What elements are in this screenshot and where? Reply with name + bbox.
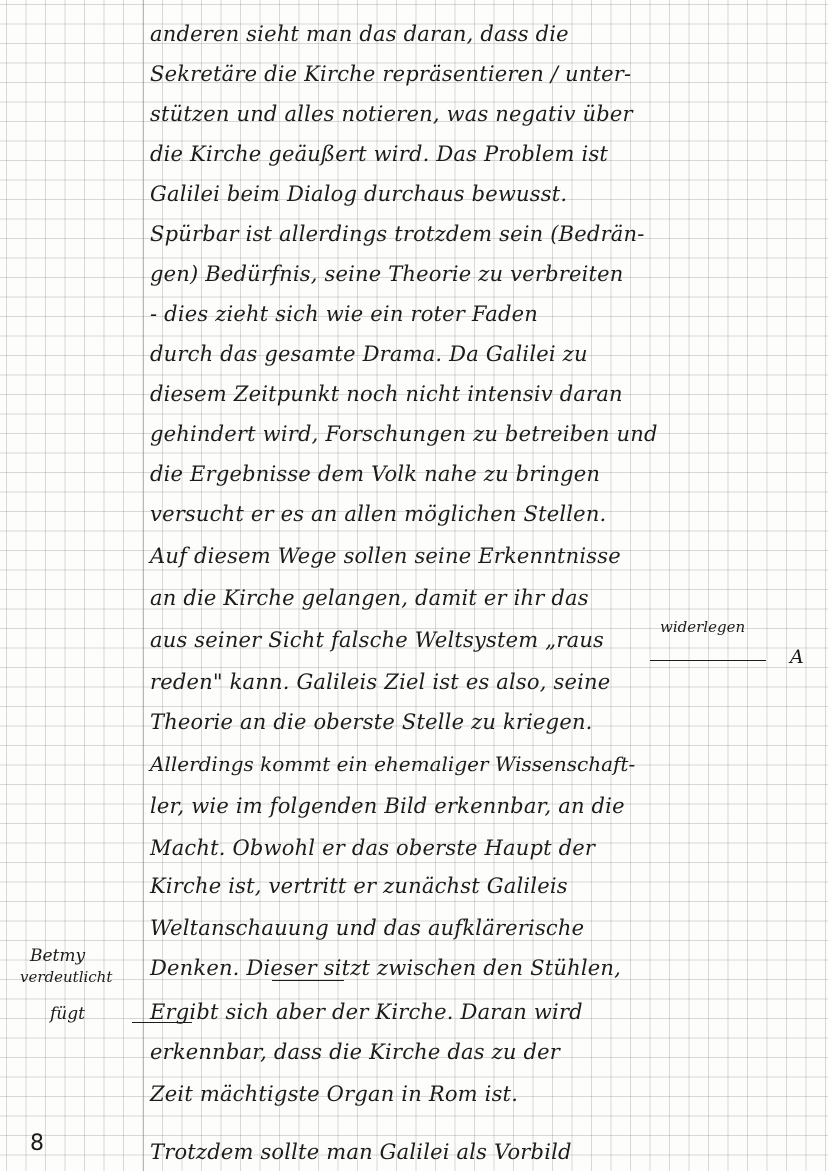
margin-note-left: fügt (50, 1004, 85, 1024)
text-line: Galilei beim Dialog durchaus bewusst. (150, 182, 568, 206)
text-line: anderen sieht man das daran, dass die (150, 22, 569, 46)
text-line: durch das gesamte Drama. Da Galilei zu (150, 342, 588, 366)
page-number: 8 (30, 1131, 44, 1156)
text-line: Sekretäre die Kirche repräsentieren / unter- (150, 62, 632, 86)
text-line: an die Kirche gelangen, damit er ihr das (150, 586, 589, 610)
text-line: Trotzdem sollte man Galilei als Vorbild (150, 1140, 572, 1164)
text-line: diesem Zeitpunkt noch nicht intensiv daran (150, 382, 623, 406)
word-underline (272, 980, 344, 981)
text-line: reden" kann. Galileis Ziel ist es also, seine (150, 670, 611, 694)
text-line: Spürbar ist allerdings trotzdem sein (Bedrän- (150, 222, 645, 246)
text-line: Allerdings kommt ein ehemaliger Wissenschaft- (150, 752, 636, 776)
text-line: die Kirche geäußert wird. Das Problem ist (150, 142, 609, 166)
text-line: versucht er es an allen möglichen Stellen. (150, 502, 607, 526)
text-line: Macht. Obwohl er das oberste Haupt der (150, 836, 596, 860)
text-line: stützen und alles notieren, was negativ über (150, 102, 633, 126)
text-line: Denken. Dieser sitzt zwischen den Stühlen, (150, 956, 621, 980)
text-line: gen) Bedürfnis, seine Theorie zu verbreiten (150, 262, 624, 286)
text-line: Theorie an die oberste Stelle zu kriegen. (150, 710, 593, 734)
text-line: Ergibt sich aber der Kirche. Daran wird (150, 1000, 583, 1024)
text-line: Weltanschauung und das aufklärerische (150, 916, 585, 940)
text-line: Zeit mächtigste Organ in Rom ist. (150, 1082, 519, 1106)
text-line: ler, wie im folgenden Bild erkennbar, an die (150, 794, 625, 818)
text-line: Kirche ist, vertritt er zunächst Galileis (150, 874, 568, 898)
correction-insert: widerlegen (660, 618, 746, 636)
word-underline (132, 1022, 192, 1023)
margin-note-left: Betmy (30, 946, 86, 966)
text-line: - dies zieht sich wie ein roter Faden (150, 302, 538, 326)
correction-underline (650, 660, 766, 661)
margin-mark-right: A (790, 646, 804, 668)
text-line: Auf diesem Wege sollen seine Erkenntnisse (150, 544, 621, 568)
margin-note-left: verdeutlicht (20, 968, 113, 986)
text-line: gehindert wird, Forschungen zu betreiben und (150, 422, 658, 446)
text-line: die Ergebnisse dem Volk nahe zu bringen (150, 462, 601, 486)
text-line: erkennbar, dass die Kirche das zu der (150, 1040, 560, 1064)
text-line: aus seiner Sicht falsche Weltsystem „raus (150, 628, 605, 652)
